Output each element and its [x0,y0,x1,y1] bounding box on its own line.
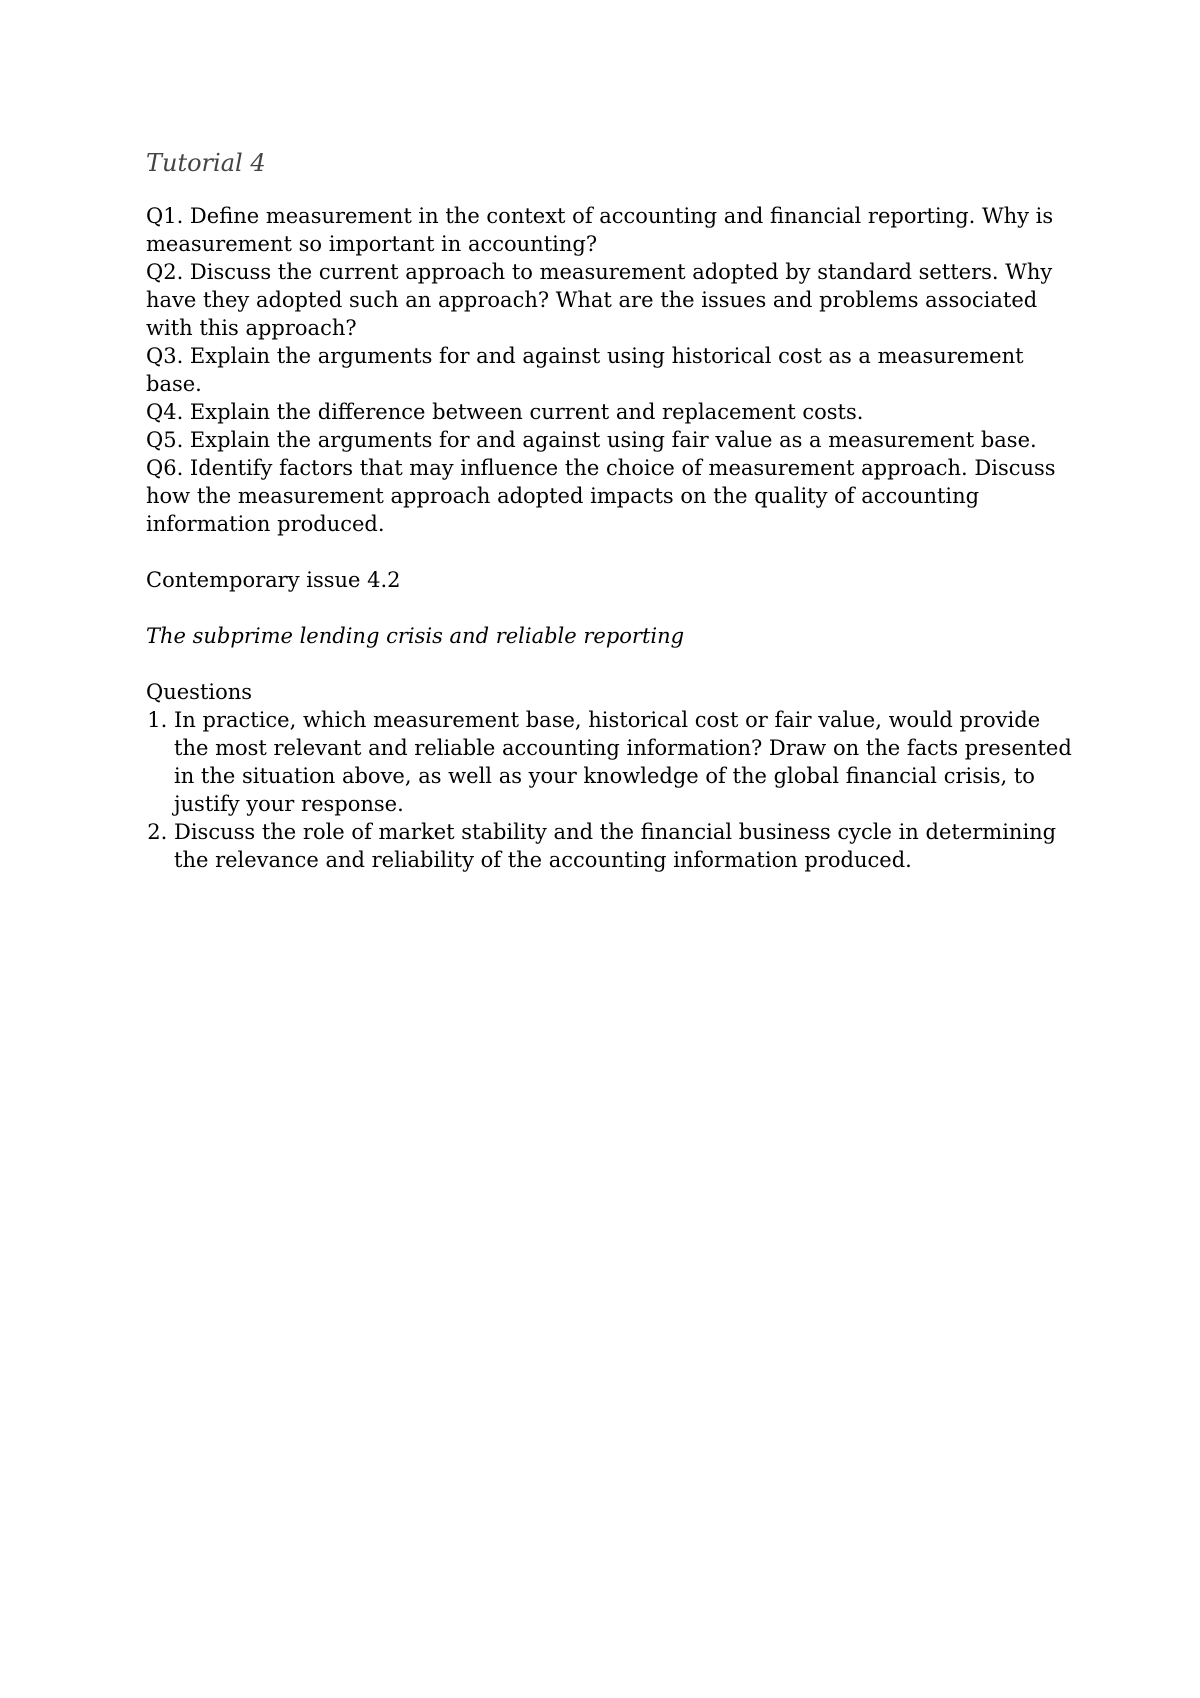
document-page [146,146,1076,874]
document-title: Tutorial 4 [146,149,266,177]
tutorial-question-6: Q6. Identify factors that may influence the choice of measurement approach. Discuss how the measurement approach adopted impacts on the quality of accounting information produced. [146,456,1056,536]
tutorial-question-2: Q2. Discuss the current approach to measurement adopted by standard setters. Why have they adopted such an approach? What are the issues and problems associated with this approach? [146,260,1053,340]
case-title: The subprime lending crisis and reliable reporting [146,624,685,648]
spacer [146,594,1076,622]
tutorial-question-4: Q4. Explain the difference between current and replacement costs. [146,400,864,424]
spacer [146,538,1076,566]
tutorial-question-1: Q1. Define measurement in the context of accounting and financial reporting. Why is measurement so important in accounting? [146,204,1054,256]
case-question-1: 1. In practice, which measurement base, historical cost or fair value, would provide the most relevant and reliable accounting information? Draw on the facts presented in the situation above, as well as your knowledge of the global financial crisis, to justify your response. [174,706,1076,818]
tutorial-questions [146,202,1076,538]
case-question-2: 2. Discuss the role of market stability and the financial business cycle in determining the relevance and reliability of the accounting information produced. [174,818,1076,874]
questions-heading: Questions [146,680,253,704]
tutorial-question-3: Q3. Explain the arguments for and against using historical cost as a measurement base. [146,344,1024,396]
tutorial-question-5: Q5. Explain the arguments for and against using fair value as a measurement base. [146,428,1037,452]
issue-heading: Contemporary issue 4.2 [146,568,401,592]
case-questions-list [146,706,1076,874]
spacer [146,650,1076,678]
